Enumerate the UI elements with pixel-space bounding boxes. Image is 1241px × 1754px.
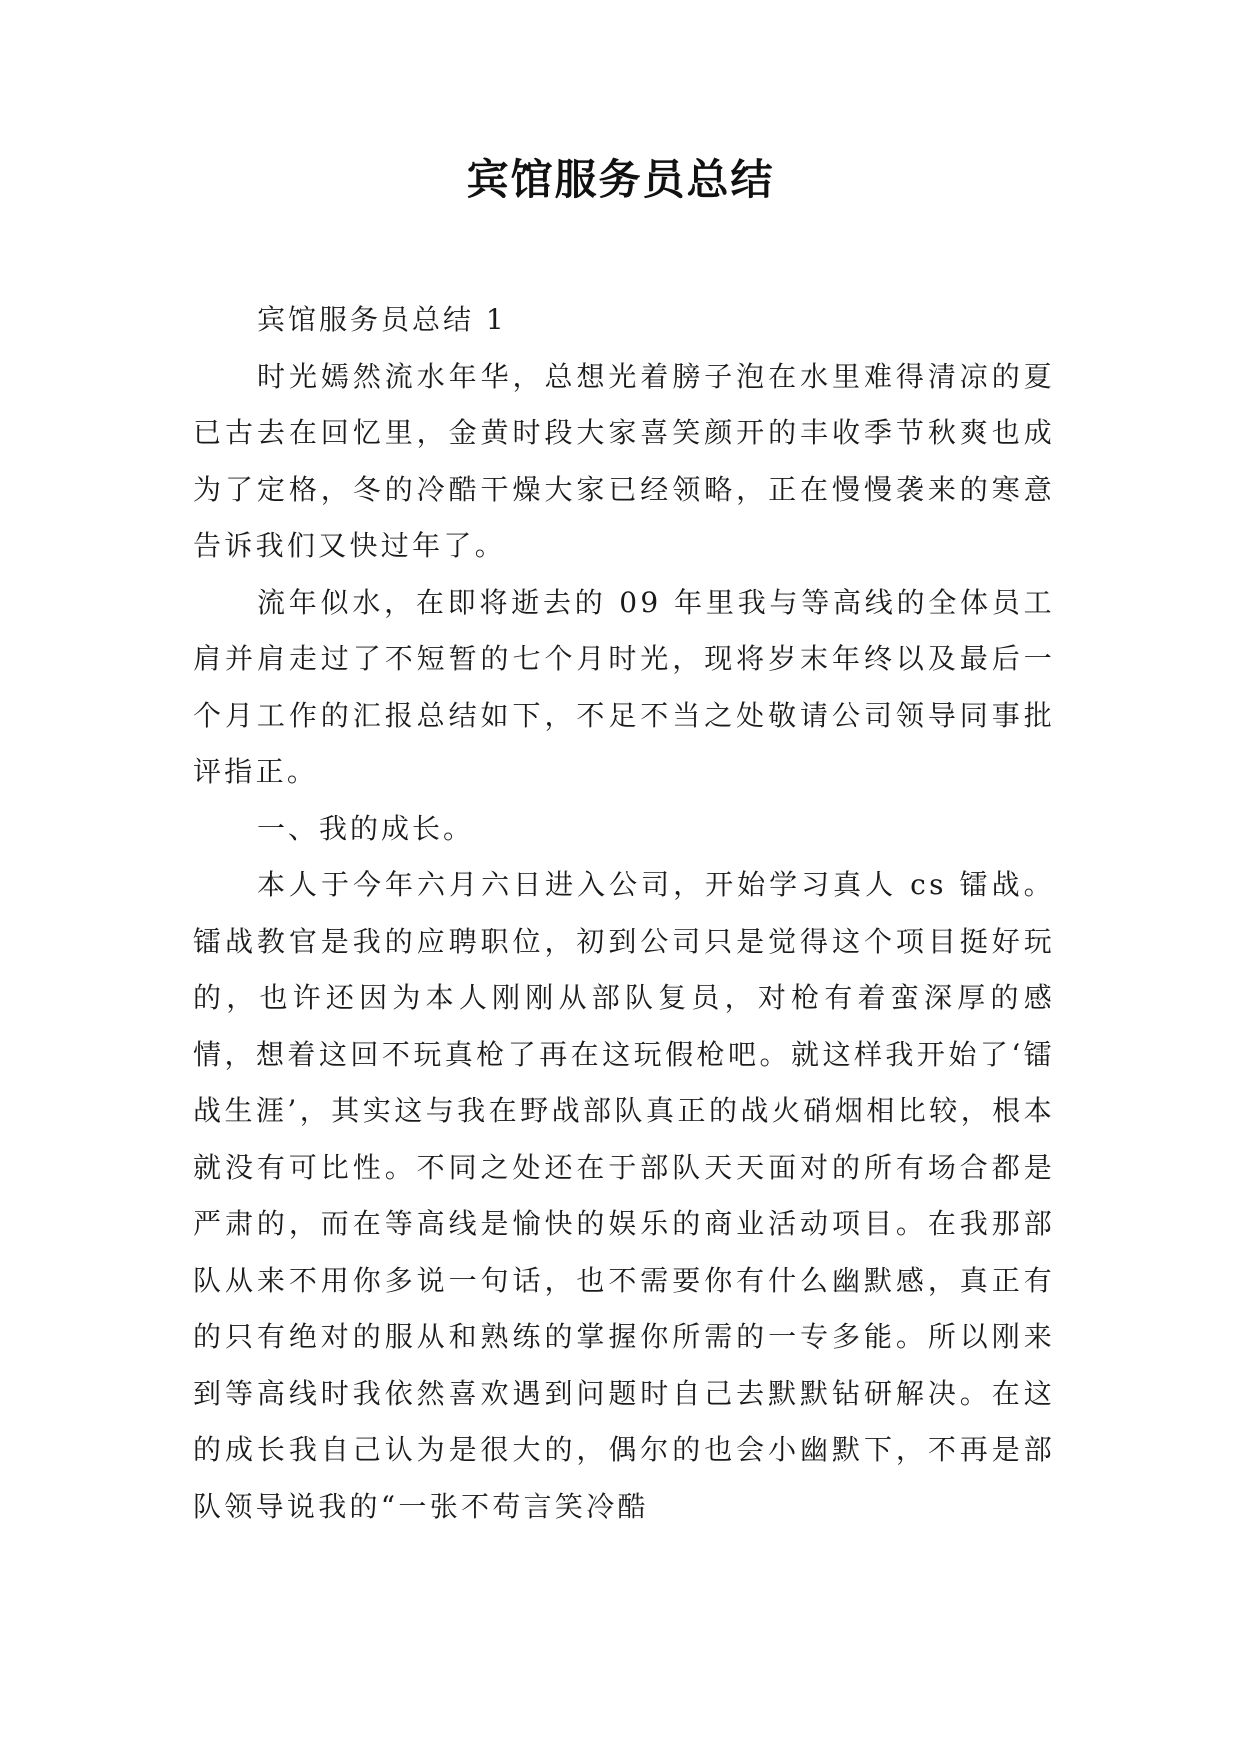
paragraph: 流年似水，在即将逝去的 09 年里我与等高线的全体员工肩并肩走过了不短暂的七个月时光，现将岁末年终以及最后一个月工作的汇报总结如下，不足不当之处敬请公司领导同事批评指正。 xyxy=(193,585,1055,788)
section-heading: 一、我的成长。 xyxy=(257,811,475,845)
paragraph: 时光嫣然流水年华，总想光着膀子泡在水里难得清凉的夏已古去在回忆里，金黄时段大家喜笑颜开的丰收季节秋爽也成为了定格，冬的冷酷干燥大家已经领略，正在慢慢袭来的寒意告诉我们又快过年了。 xyxy=(193,359,1055,562)
paragraph: 本人于今年六月六日进入公司，开始学习真人 cs 镭战。镭战教官是我的应聘职位，初到公司只是觉得这个项目挺好玩的，也许还因为本人刚刚从部队复员，对枪有着蛮深厚的感情，想着这回不玩真枪了再在这玩假枪吧。就这样我开始了‘镭战生涯’，其实这与我在野战部队真正的战火硝烟相比较，根本就没有可比性。不同之处还在于部队天天面对的所有场合都是严肃的，而在等高线是愉快的娱乐的商业活动项目。在我那部队从来不用你多说一句话，也不需要你有什么幽默感，真正有的只有绝对的服从和熟练的掌握你所需的一专多能。所以刚来到等高线时我依然喜欢遇到问题时自己去默默钻研解决。在这的成长我自己认为是很大的，偶尔的也会小幽默下，不再是部队领导说我的“一张不苟言笑冷酷 xyxy=(193,868,1055,1523)
section-heading: 宾馆服务员总结 1 xyxy=(257,303,507,336)
document-title: 宾馆服务员总结 xyxy=(466,155,775,204)
document-body xyxy=(193,292,1055,1535)
